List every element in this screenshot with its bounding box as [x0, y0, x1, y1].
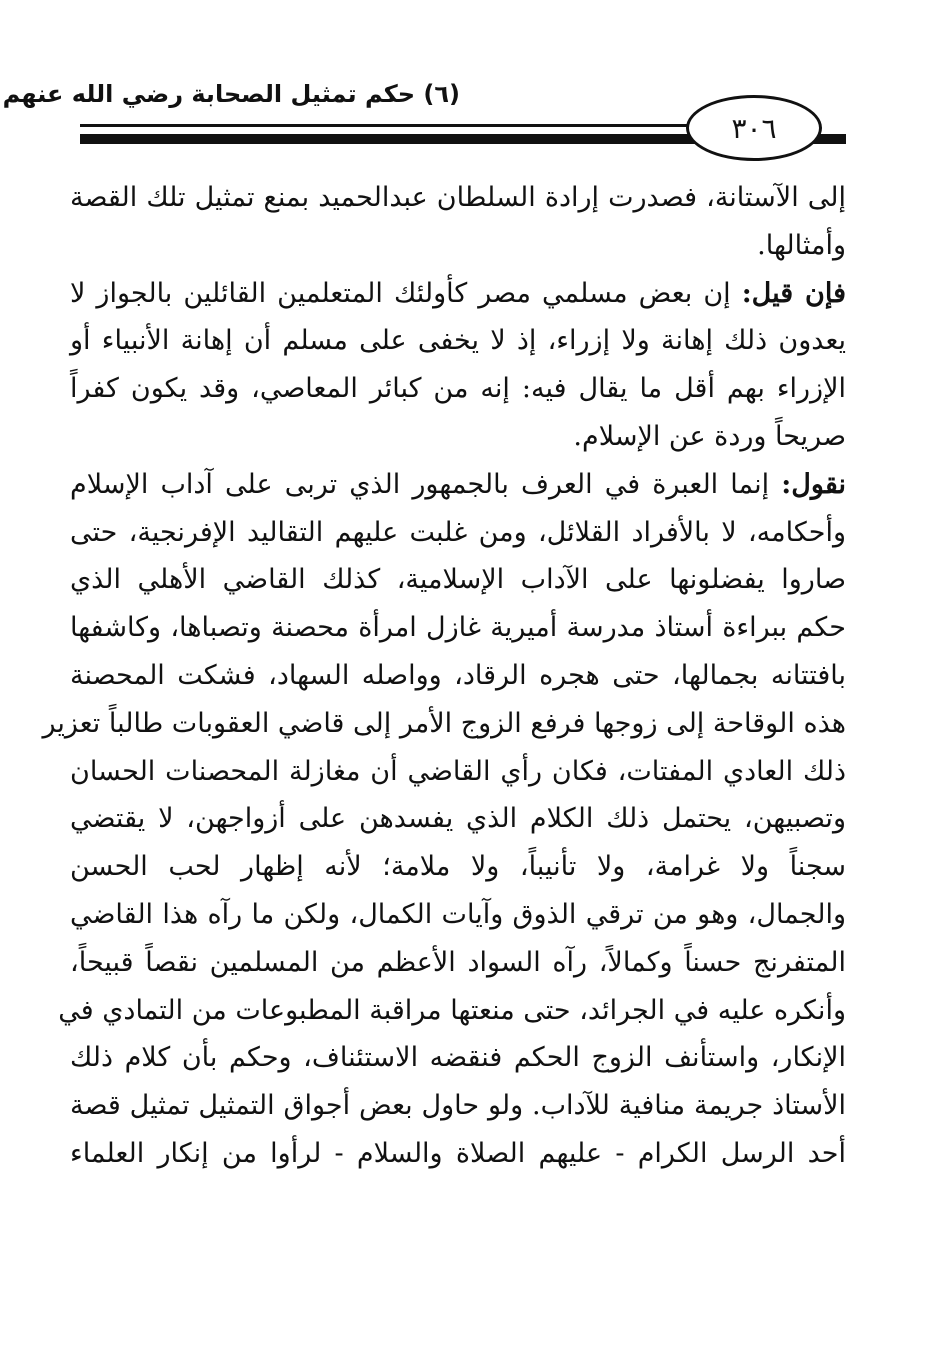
paragraph-lead: فإن قيل:: [741, 277, 846, 309]
text-line: صريحاً وردة عن الإسلام.: [573, 420, 846, 452]
paragraph-first-text: إن بعض مسلمي مصر كأولئك المتعلمين القائلين بالجواز لا: [70, 277, 731, 309]
text-line: [70, 461, 846, 509]
text-line: المتفرنج حسناً وكمالاً، رآه السواد الأعظم من المسلمين نقصاً قبيحاً،: [70, 946, 846, 978]
text-line: إلى الآستانة، فصدرت إرادة السلطان عبدالحميد بمنع تمثيل تلك القصة: [70, 182, 846, 213]
text-line: وأحكامه، لا بالأفراد القلائل، ومن غلبت عليهم التقاليد الإفرنجية، حتى: [70, 516, 846, 548]
text-line: [70, 270, 846, 318]
text-line: يعدون ذلك إهانة ولا إزراء، إذ لا يخفى على مسلم أن إهانة الأنبياء أو: [70, 325, 846, 357]
text-line: الأستاذ جريمة منافية للآداب. ولو حاول بعض أجواق التمثيل تمثيل قصة: [70, 1090, 846, 1122]
text-line: حكم ببراءة أستاذ مدرسة أميرية غازل امرأة محصنة وتصباها، وكاشفها: [70, 612, 846, 644]
text-line: وأنكره عليه في الجرائد، حتى منعتها مراقبة المطبوعات من التمادي في: [58, 994, 846, 1026]
paragraph-1: [70, 174, 846, 270]
text-line: الإزراء بهم أقل ما يقال فيه: إنه من كبائر المعاصي، وقد يكون كفراً: [70, 373, 846, 405]
paragraph-3: [42, 461, 846, 1178]
paragraph-2: [70, 270, 846, 461]
text-line: سجناً ولا غرامة، ولا تأنيباً، ولا ملامة؛ لأنه إظهار لحب الحسن: [70, 851, 846, 883]
text-line: هذه الوقاحة إلى زوجها فرفع الزوج الأمر إلى قاضي العقوبات طالباً تعزير: [42, 707, 846, 739]
page-number-label: ٣٠٦: [731, 111, 777, 145]
chapter-title: (٦) حكم تمثيل الصحابة رضي الله عنهم: [2, 80, 460, 108]
text-line: ذلك العادي المفتات، فكان رأي القاضي أن مغازلة المحصنات الحسان: [70, 755, 846, 787]
text-line: أحد الرسل الكرام - عليهم الصلاة والسلام - لرأوا من إنكار العلماء: [70, 1137, 846, 1169]
header-rule-thin: [80, 124, 700, 127]
text-line: وأمثالها.: [757, 229, 846, 261]
body-text: [42, 174, 846, 1178]
paragraph-first-text: إنما العبرة في العرف بالجمهور الذي تربى على آداب الإسلام: [70, 468, 770, 500]
paragraph-lead: نقول:: [781, 468, 846, 500]
text-line: وتصبيهن، يحتمل ذلك الكلام الذي يفسدهن على أزواجهن، لا يقتضي: [70, 803, 846, 835]
text-line: صاروا يفضلونها على الآداب الإسلامية، كذلك القاضي الأهلي الذي: [70, 564, 846, 596]
text-line: الإنكار، واستأنف الزوج الحكم فنقضه الاستئناف، وحكم بأن كلام ذلك: [70, 1042, 846, 1074]
page-number: [686, 95, 822, 161]
text-line: والجمال، وهو من ترقي الذوق وآيات الكمال، ولكن ما رآه هذا القاضي: [70, 898, 846, 930]
text-line: بافتتانه بجمالها، حتى هجره الرقاد، وواصله السهاد، فشكت المحصنة: [70, 659, 846, 691]
